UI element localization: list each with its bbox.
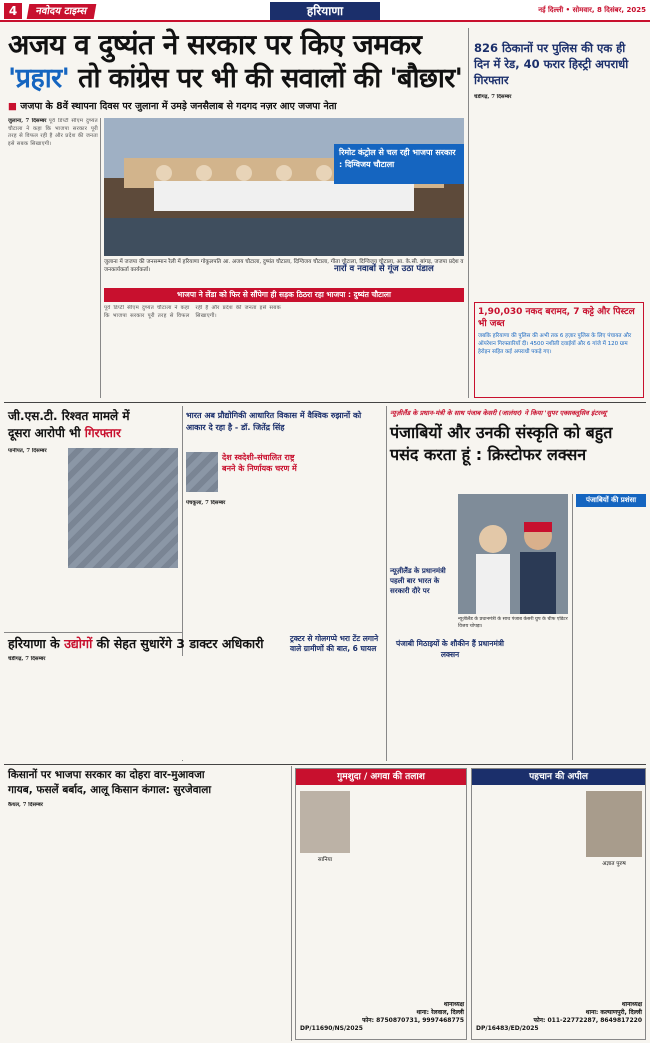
industries-headline bbox=[8, 636, 298, 652]
identity-notice bbox=[471, 768, 646, 1040]
rally-stage-image bbox=[104, 118, 464, 256]
industries-headline-suffix: की सेहत सुधारेंगे 3 डाक्टर अधिकारी bbox=[92, 636, 264, 651]
lead-dateline: जुलाना, 7 दिसम्बर bbox=[8, 118, 47, 124]
lead-photo-caption: जुलाना में जजपा की जनसम्मान रैली में हरियाणा गोकुलपति आ. अजय चौटाला, दुष्यंत चौटाला, दिग्विजय चौटाला, गीता चौटाला, दिग्विजय चौटाला, आ. के.सी. बांगड़, जजपा प्रदेश व जनकार्यकर्ता कार्यकर्ता। bbox=[104, 259, 464, 273]
gst-headline-plain: दूसरा आरोपी भी bbox=[8, 426, 85, 440]
identity-dp-code: DP/16483/ED/2025 bbox=[476, 1025, 539, 1032]
missing-phone: फोन: 8750870731, 9997468775 bbox=[362, 1017, 464, 1024]
edition-date: नई दिल्ली • सोमवार, 8 दिसंबर, 2025 bbox=[538, 6, 646, 14]
christophe-sidebar-title: पंजाबियों की प्रशंसा bbox=[576, 494, 646, 507]
industries-dateline: चंडीगढ़, 7 दिसम्बर bbox=[8, 656, 46, 662]
seizure-headline: 1,90,030 नकद बरामद, 7 कट्टे और पिस्टल भी जब्त bbox=[478, 307, 635, 329]
identity-banner: पहचान की अपील bbox=[472, 769, 645, 785]
vision-dateline: पंचकूला, 7 दिसम्बर bbox=[186, 500, 226, 506]
vision-headline: भारत अब प्रौद्योगिकी आधारित विकास में वैश्विक रुझानों को आकार दे रहा है - डॉ. जितेंद्र सिंह bbox=[186, 411, 362, 432]
masthead: नवोदय टाइम्स bbox=[27, 4, 96, 19]
gst-headline bbox=[8, 408, 178, 442]
missing-station: थाना: रेलवाल, दिल्ली bbox=[416, 1009, 464, 1016]
identity-details bbox=[476, 791, 582, 981]
lead-headline-line1: अजय व दुष्यंत ने सरकार पर किए जमकर bbox=[8, 28, 422, 61]
farmers-dateline: कैथल, 7 दिसम्बर bbox=[8, 802, 43, 808]
lead-headline-rest: तो कांग्रेस पर भी की सवालों की 'बौछार' bbox=[69, 63, 463, 94]
vision-photo bbox=[186, 452, 218, 492]
page-header bbox=[0, 0, 650, 22]
gst-body bbox=[8, 448, 66, 628]
missing-notice bbox=[295, 768, 467, 1040]
missing-dp-code: DP/11690/NS/2025 bbox=[300, 1025, 363, 1032]
farmers-headline-line1: किसानों पर भाजपा सरकार का दोहरा वार-मुआवजा bbox=[8, 769, 205, 781]
christophe-body bbox=[390, 494, 454, 564]
gst-photo bbox=[68, 448, 178, 568]
christophe-body-2 bbox=[390, 666, 568, 760]
seizure-body: जबकि हरियाणा की पुलिस की अभी तक 6 हज़ार पुलिस के लिए पंचायत और ऑपरेशन गिरफ्तारियाँ दी। 4500 नशीली दवाईयों और 6 गांजे में 120 ग्राम हेरोइन सहित कई अपराधी पकड़े गए। bbox=[478, 333, 632, 355]
page-number: 4 bbox=[4, 3, 22, 19]
seizure-box bbox=[474, 302, 644, 398]
tractor-headline: ट्रक्टर से गोलगप्पे भरा टेंट लगाने वाले ग्रामीणों की बात, 6 घायल bbox=[290, 634, 382, 654]
lead-subhead-text: जजपा के 8वें स्थापना दिवस पर जुलाना में उमड़े जनसैलाब से गदगद नज़र आए जजपा नेता bbox=[20, 101, 337, 112]
industries-headline-accent: उद्योगों bbox=[64, 636, 93, 651]
lead-headline bbox=[8, 28, 518, 96]
identity-station: थाना: कल्याणपुरी, दिल्ली bbox=[585, 1009, 642, 1016]
missing-banner: गुमशुदा / अगवा की तलाश bbox=[296, 769, 466, 785]
lead-columns-bottom bbox=[104, 305, 464, 398]
farmers-body bbox=[8, 802, 288, 1040]
industries-headline-prefix: हरियाणा के bbox=[8, 636, 65, 651]
christophe-box-1: न्यूज़ीलैंड के प्रधानमंत्री पहली बार भारत के सरकारी दौरे पर bbox=[390, 567, 446, 595]
gst-headline-line1: जी.एस.टी. रिश्वत मामले में bbox=[8, 409, 130, 423]
edition: नई दिल्ली bbox=[538, 6, 564, 14]
remote-control-banner: रिमोट कंट्रोल से चल रही भाजपा सरकार : दिग्विजय चौटाला bbox=[334, 144, 464, 184]
section-title: हरियाणा bbox=[270, 2, 380, 20]
lead-body: पूर्व डिप्टी सीएम दुष्यंत चौटाला ने कहा कि भाजपा सरकार पूरी तरह से विफल रही है और प्रदेश की जनता इसे सबक सिखाएगी। bbox=[8, 118, 98, 147]
farmers-headline-line2: गायब, फसलें बर्बाद, आलू किसान कंगाल: सुरजेवाला bbox=[8, 784, 212, 796]
missing-contact-label: थानाध्यक्ष bbox=[443, 1001, 464, 1008]
identity-photo bbox=[586, 791, 642, 857]
identity-contact bbox=[476, 1001, 642, 1033]
gst-dateline: पानीपत, 7 दिसम्बर bbox=[8, 448, 47, 454]
identity-contact-label: थानाध्यक्ष bbox=[621, 1001, 642, 1008]
lead-subhead bbox=[8, 100, 518, 114]
identity-phone: फोन: 011-22772287, 8649817220 bbox=[533, 1017, 642, 1024]
raids-headline: 826 ठिकानों पर पुलिस की एक ही दिन में रेड, 40 फरार हिस्ट्री अपराधी गिरफ्तार bbox=[474, 41, 629, 87]
gst-headline-accent: गिरफ्तार bbox=[84, 426, 121, 440]
christophe-photo-caption: न्यूज़ीलैंड के प्रधानमंत्री के साथ पंजाब केसरी ग्रुप के चीफ एडिटर विजय चोपड़ा। bbox=[458, 617, 568, 629]
christophe-box-2: पंजाबी मिठाइयों के शौकीन हैं प्रधानमंत्री लक्सन bbox=[396, 639, 504, 659]
christophe-kicker: न्यूज़ीलैंड के प्रधान-मंत्री के साथ पंजाब केसरी (जालंधर) ने किया 'सुपर एक्सक्लूसिव इंटरव्यू' bbox=[390, 409, 609, 417]
slogans-headline: नारों व नवाबों से गूंज उठा पंडाल bbox=[334, 264, 434, 274]
date: सोमवार, 8 दिसंबर, 2025 bbox=[572, 6, 646, 14]
vision-sidehead: देश स्वदेशी-संचालित राष्ट्र बनने के निर्णायक चरण में bbox=[222, 453, 297, 473]
interview-image bbox=[458, 494, 568, 614]
christophe-sidebar bbox=[572, 494, 646, 760]
lead-banner: भाजपा ने लेंडा को फिर से सौंपेगा ही सड़क ठिठरा रहा भाजपा : दुष्यंत चौटाला bbox=[104, 288, 464, 302]
lead-headline-accent: 'प्रहार' bbox=[8, 63, 70, 94]
lead-column-1 bbox=[8, 118, 98, 398]
missing-contact bbox=[300, 1001, 464, 1033]
lead-body-continued: पूर्व डिप्टी सीएम दुष्यंत चौटाला ने कहा कि भाजपा सरकार पूरी तरह से विफल रही है और प्रदेश की जनता इसे सबक सिखाएगी। bbox=[104, 305, 281, 319]
gst-headline-line2 bbox=[8, 425, 178, 442]
farmers-headline bbox=[8, 768, 288, 798]
missing-details bbox=[354, 791, 464, 941]
raids-dateline: चंडीगढ़, 7 दिसम्बर bbox=[474, 94, 512, 100]
christophe-headline: पंजाबियों और उनकी संस्कृति को बहुत पसंद करता हूं : क्रिस्टोफर लक्सन bbox=[390, 423, 613, 464]
christophe-photo bbox=[458, 494, 568, 614]
subhead-bullet: ■ bbox=[8, 101, 17, 112]
missing-name: सानिया bbox=[317, 857, 333, 863]
industries-body bbox=[8, 656, 284, 760]
identity-label: अज्ञात पुरुष bbox=[602, 861, 626, 867]
missing-photo bbox=[300, 791, 350, 853]
lead-photo bbox=[104, 118, 464, 256]
lead-headline-line2 bbox=[8, 62, 518, 96]
